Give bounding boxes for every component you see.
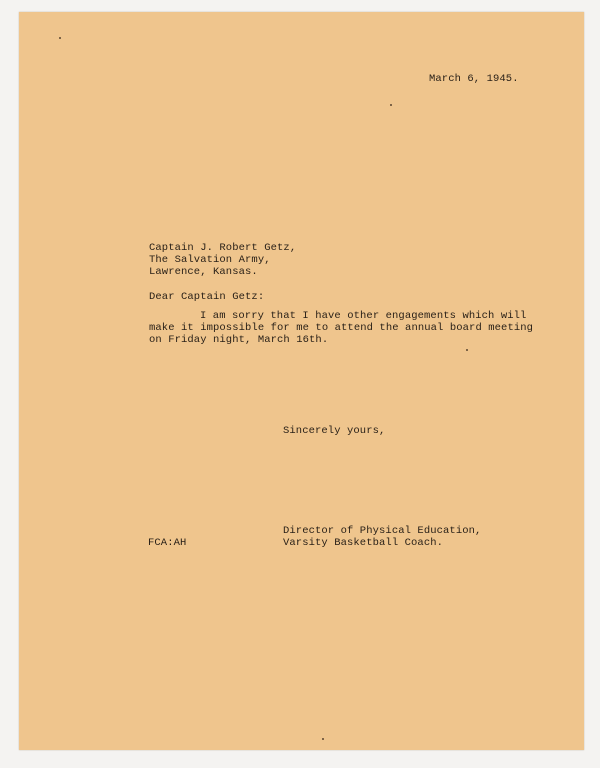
signature-line-2: Varsity Basketball Coach. — [283, 537, 444, 549]
paper-speck — [322, 738, 324, 740]
letter-page — [19, 12, 584, 750]
body-line-3: on Friday night, March 16th. — [149, 334, 329, 346]
closing: Sincerely yours, — [283, 425, 386, 437]
paper-speck — [466, 349, 468, 351]
recipient-line-2: The Salvation Army, — [149, 254, 271, 266]
paper-speck — [59, 37, 61, 39]
reference-initials: FCA:AH — [148, 537, 187, 549]
letter-date: March 6, 1945. — [429, 73, 519, 85]
signature-line-1: Director of Physical Education, — [283, 525, 482, 537]
paper-speck — [390, 104, 392, 106]
salutation: Dear Captain Getz: — [149, 291, 265, 303]
recipient-line-1: Captain J. Robert Getz, — [149, 242, 297, 254]
recipient-line-3: Lawrence, Kansas. — [149, 266, 258, 278]
body-line-1: I am sorry that I have other engagements which will — [200, 310, 527, 322]
body-line-2: make it impossible for me to attend the annual board meeting — [149, 322, 534, 334]
